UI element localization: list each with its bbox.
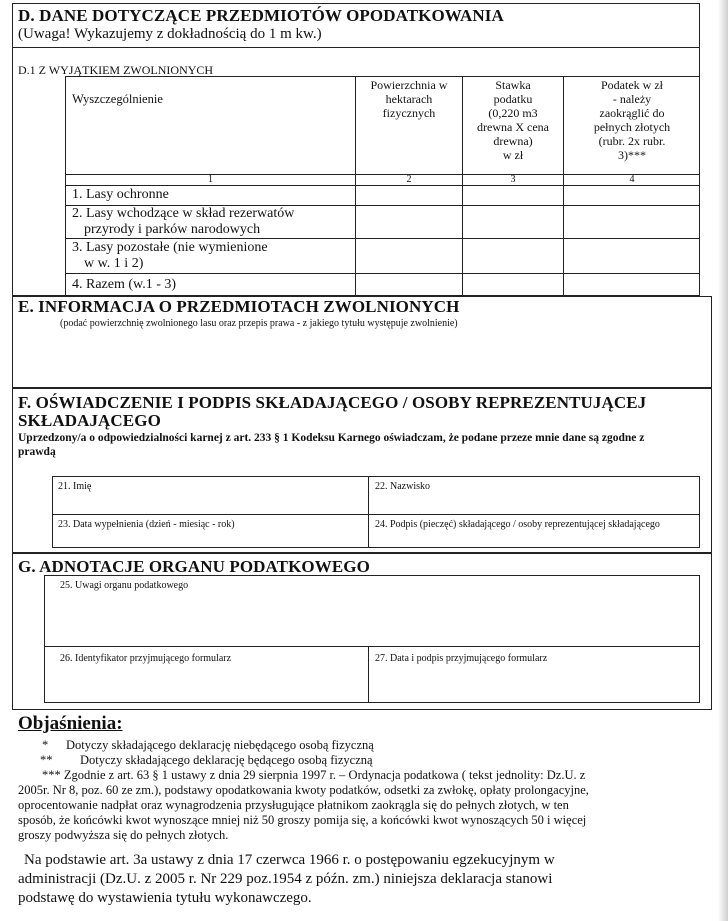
note-star2-mark: ** [40,753,53,767]
section-d-note: (Uwaga! Wykazujemy z dokładnością do 1 m kw.) [18,26,322,42]
row-razem: 4. Razem (w.1 - 3) [72,277,177,292]
row-lasy-rezerwatow: 2. Lasy wchodzące w skład rezerwatów przyrody i parków narodowych [72,206,295,237]
note-star1: Dotyczy składającego deklarację niebędącego osobą fizyczną [66,738,374,752]
notes-heading: Objaśnienia: [18,713,123,734]
final-note: Na podstawie art. 3a ustawy z dnia 17 czerwca 1966 r. o postępowaniu egzekucyjnym w administracji (Dz.U. z 2005 r. Nr 229 poz.1954 z późn. zm.) niniejsza deklaracja stanowi podstawę do wystawienia tytułu wykonawczego. [18,852,555,906]
section-f-title-2: SKŁADAJĄCEGO [18,411,161,430]
nazwisko-input[interactable] [369,494,699,513]
field-identyfikator-label: 26. Identyfikator przyjmującego formularz [60,653,232,664]
section-e-title: E. INFORMACJA O PRZEDMIOTACH ZWOLNIONYCH [18,297,460,316]
note-star1-mark: * [42,738,49,752]
header-stawka: Stawka podatku (0,220 m3 drewna X cena drewna) w zł [477,78,549,162]
note-star2: Dotyczy składającego deklarację będącego osobą fizyczną [80,753,373,767]
field-data-podpis-przyjmujacego-label: 27. Data i podpis przyjmującego formularz [375,653,548,664]
uwagi-input[interactable] [45,594,699,645]
section-e-note: (podać powierzchnię zwolnionego lasu oraz przepis prawa - z jakiego tytułu występuje zwolnienie) [60,318,458,329]
field-imie-label: 21. Imię [58,481,92,492]
header-podatek: Podatek w zł - należy zaokrąglić do pełnych złotych (rubr. 2x rubr. 3)*** [593,78,671,162]
section-f-statement-1: Uprzedzony/a o odpowiedzialności karnej z art. 233 § 1 Kodeksu Karnego oświadczam, że podane przeze mnie dane są zgodne z [18,432,645,444]
col-number-2: 2 [406,174,412,185]
col-number-4: 4 [629,174,635,185]
field-podpis-label: 24. Podpis (pieczęć) składającego / osoby reprezentującej składającego [375,519,660,530]
section-d-title: D. DANE DOTYCZĄCE PRZEDMIOTÓW OPODATKOWANIA [18,6,504,25]
podpis-input[interactable] [369,532,699,547]
section-f-title-1: F. OŚWIADCZENIE I PODPIS SKŁADAJĄCEGO / OSOBY REPREZENTUJĄCEJ [18,393,647,412]
scan-edge-shadow [718,0,728,921]
field-nazwisko-label: 22. Nazwisko [375,481,430,492]
data-wypelnienia-input[interactable] [53,532,367,547]
section-d1-subtitle: D.1 Z WYJĄTKIEM ZWOLNIONYCH [18,63,214,77]
col-number-1: 1 [208,174,213,185]
header-powierzchnia: Powierzchnia w hektarach fizycznych [370,78,448,120]
imie-input[interactable] [53,494,367,513]
input-lasy-ochronne-podatek[interactable] [564,186,700,205]
identyfikator-input[interactable] [45,667,367,702]
col-number-3: 3 [510,174,516,185]
zwolnione-input[interactable] [14,332,710,386]
row-lasy-ochronne: 1. Lasy ochronne [72,187,169,202]
section-f-statement-2: prawdą [18,446,56,458]
section-g-title: G. ADNOTACJE ORGANU PODATKOWEGO [18,557,370,576]
header-wyszczegolnienie: Wyszczególnienie [72,92,163,106]
row-lasy-pozostale: 3. Lasy pozostałe (nie wymienione w w. 1 i 2) [72,240,268,271]
note-star3: *** Zgodnie z art. 63 § 1 ustawy z dnia 29 sierpnia 1997 r. – Ordynacja podatkowa ( tekst jednolity: Dz.U. z 2005r. Nr 8, poz. 60 ze zm.), podstawy opodatkowania kwoty podatków, odsetki za zwłokę, opłaty prolongacyjne, oprocentowanie nadpłat oraz wynagrodzenia przysługujące płatnikom zaokrągla się do pełnych złotych, w ten sposób, że końcówki kwot wynoszące mniej niż 50 groszy pomija się, a końcówki kwot wynoszących 50 i więcej groszy podwyższa się do pełnych złotych. [18,768,589,842]
field-uwagi-label: 25. Uwagi organu podatkowego [60,580,189,591]
input-lasy-ochronne-stawka[interactable] [463,186,563,205]
input-lasy-ochronne-powierzchnia[interactable] [356,186,462,205]
field-data-wypelnienia-label: 23. Data wypełnienia (dzień - miesiąc - rok) [58,519,235,530]
data-podpis-przyjmujacego-input[interactable] [369,667,699,702]
